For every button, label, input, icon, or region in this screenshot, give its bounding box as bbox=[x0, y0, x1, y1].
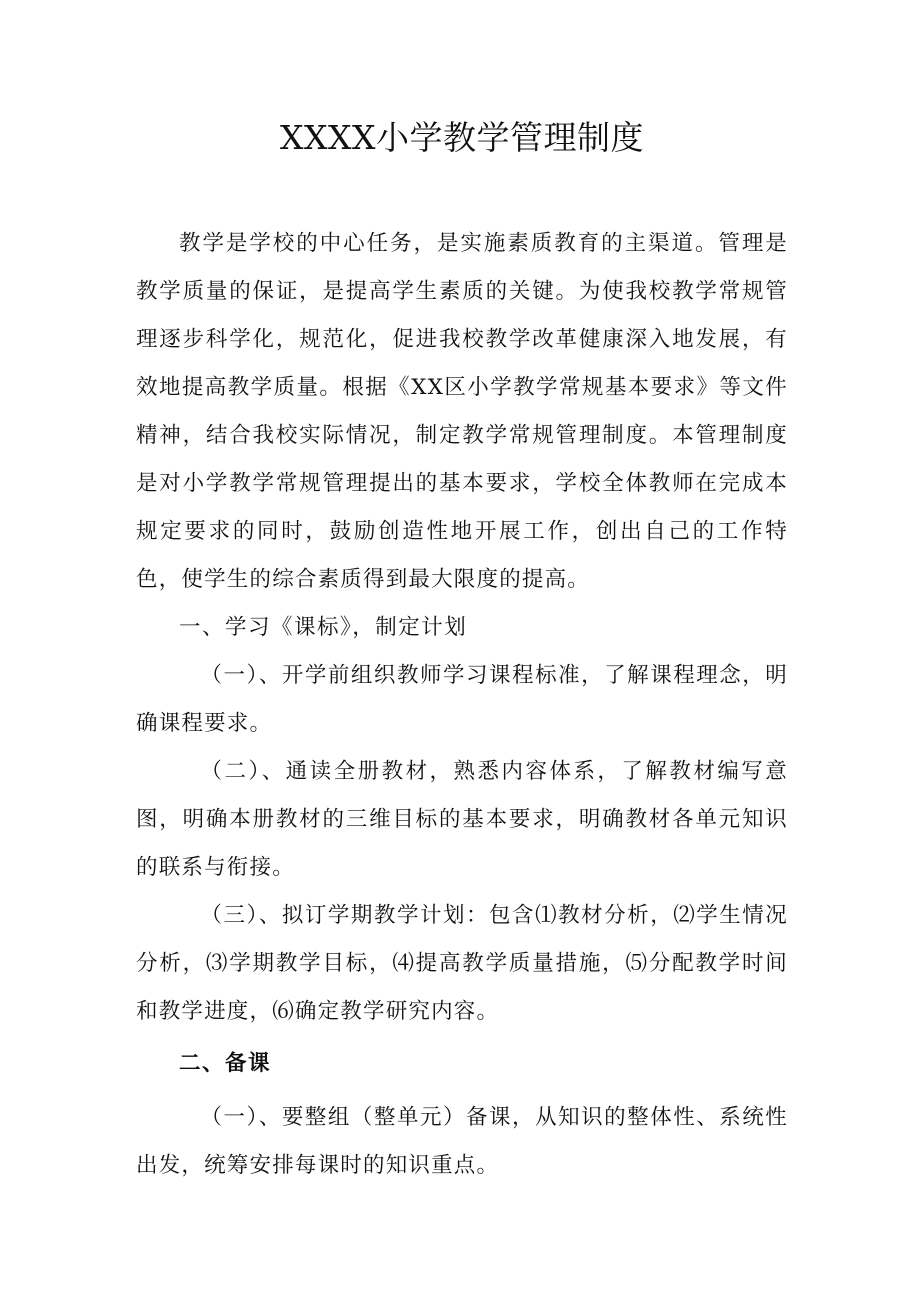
section-2-heading: 二、备课 bbox=[179, 1051, 272, 1076]
section-2-item-1: （一）、要整组（整单元）备课，从知识的整体性、系统性出发，统筹安排每课时的知识重点。 bbox=[136, 1105, 788, 1178]
document-title: XXXX小学教学管理制度 bbox=[280, 118, 644, 157]
section-1-item-2: （二）、通读全册教材，熟悉内容体系，了解教材编写意图，明确本册教材的三维目标的基本要求，明确教材各单元知识的联系与衔接。 bbox=[136, 759, 788, 880]
intro-paragraph: 教学是学校的中心任务，是实施素质教育的主渠道。管理是教学质量的保证，是提高学生素质的关键。为使我校教学常规管理逐步科学化，规范化，促进我校教学改革健康深入地发展，有效地提高教学质量。根据《XX区小学教学常规基本要求》等文件精神，结合我校实际情况，制定教学常规管理制度。本管理制度是对小学教学常规管理提出的基本要求，学校全体教师在完成本规定要求的同时，鼓励创造性地开展工作，创出自己的工作特色，使学生的综合素质得到最大限度的提高。 bbox=[136, 231, 788, 592]
section-1-heading: 一、学习《课标》，制定计划 bbox=[179, 615, 468, 640]
section-1-item-1: （一）、开学前组织教师学习课程标准，了解课程理念，明确课程要求。 bbox=[136, 663, 788, 736]
section-1-item-3: （三）、拟订学期教学计划：包含⑴教材分析，⑵学生情况分析，⑶学期教学目标，⑷提高教学质量措施，⑸分配教学时间和教学进度，⑹确定教学研究内容。 bbox=[136, 903, 788, 1024]
